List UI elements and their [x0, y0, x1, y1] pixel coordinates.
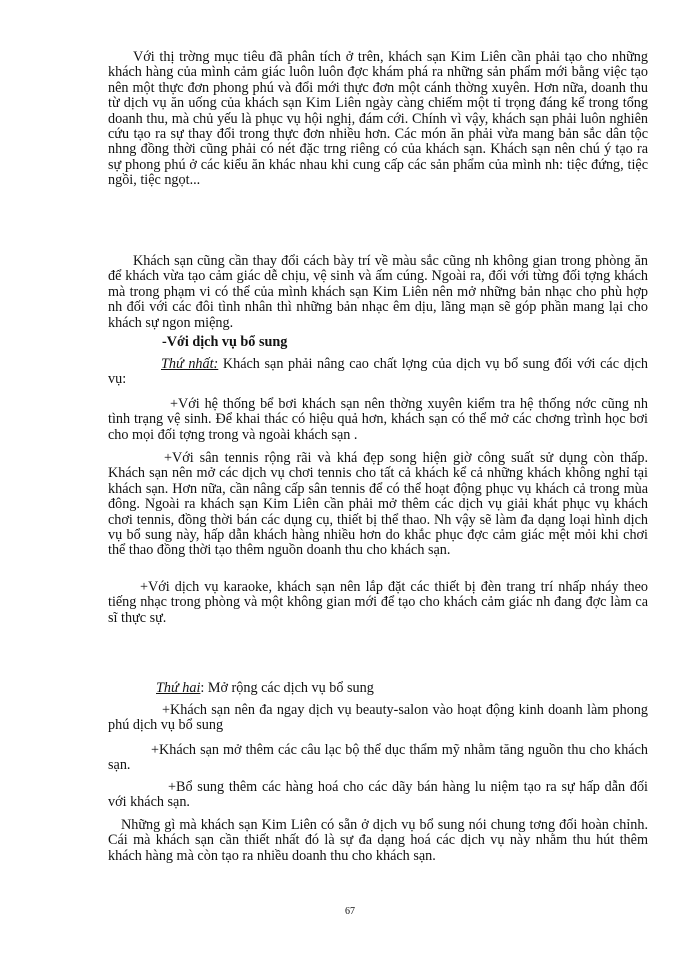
- second-text: : Mở rộng các dịch vụ bổ sung: [200, 680, 374, 696]
- page-number: 67: [345, 906, 355, 917]
- paragraph-tennis: +Với sân tennis rộng rãi và khá đẹp song hiện giờ công suất sử dụng còn thấp. Khách sạn nên mở các dịch vụ chơi tennis cho tất cả khách kể cả những khách không nghỉ tại khách sạn. Hơn nữa, cần nâng cấp sân tennis để có thể hoạt động phục vụ khách cả trong mùa đông. Ngoài ra khách sạn Kim Liên cần phải mở thêm các dịch vụ giải khát phục vụ khách chơi tennis, đồng thời bán các dụng cụ, thiết bị thể thao. Nh vậy sẽ làm đa dạng loại hình dịch vụ bổ sung này, hấp dẫn khách hàng nhiều hơn do khắc phục đợc cảm giác mệt mỏi khi chơi thể thao đồng thời tạo thêm nguồn doanh thu cho khách sạn.: [108, 450, 648, 559]
- paragraph-menu: Với thị trờng mục tiêu đã phân tích ở trên, khách sạn Kim Liên cần phải tạo cho những khách hàng của mình cảm giác luôn luôn đợc khám phá ra những sản phẩm mới bằng việc tạo nên một thực đơn phong phú và đổi mới thực đơn một cánh thờng xuyên. Hơn nữa, doanh thu từ dịch vụ ăn uống của khách sạn Kim Liên ngày càng chiếm một tỉ trọng đáng kể trong tổng doanh thu, mà chủ yếu là phục vụ hội nghị, đám cới. Chính vì vậy, khách sạn phải luôn nghiên cứu tạo ra sự thay đổi trong thực đơn nhiều hơn. Các món ăn phải vừa mang bản sắc dân tộc nhng đồng thời cũng phải có nét đặc trng riêng có của khách sạn. Khách sạn nên chú ý tạo ra sự phong phú ở các kiểu ăn khác nhau khi cung cấp các sản phẩm của mình nh: tiệc đứng, tiệc ngồi, tiệc ngọt...: [108, 49, 648, 189]
- paragraph-karaoke: +Với dịch vụ karaoke, khách sạn nên lắp đặt các thiết bị đèn trang trí nhấp nháy theo tiếng nhạc trong phòng và một không gian mới để tạo cho khách cảm giác nh đang đợc làm ca sĩ thực sự.: [108, 579, 648, 626]
- paragraph-souvenirs: +Bổ sung thêm các hàng hoá cho các dãy bán hàng lu niệm tạo ra sự hấp dẫn đối với khách sạn.: [108, 779, 648, 811]
- paragraph-pool: +Với hệ thống bể bơi khách sạn nên thờng xuyên kiểm tra hệ thống nớc cũng nh tình trạng vệ sinh. Để khai thác có hiệu quả hơn, khách sạn có thể mở các chơng trình học bơi cho mọi đối tợng trong và ngoài khách sạn .: [108, 396, 648, 443]
- first-label: Thứ nhất:: [161, 356, 219, 372]
- paragraph-second: [156, 681, 646, 696]
- paragraph-fitness-club: +Khách sạn mở thêm các câu lạc bộ thể dục thẩm mỹ nhằm tăng nguồn thu cho khách sạn.: [108, 742, 648, 774]
- paragraph-conclusion: Những gì mà khách sạn Kim Liên có sẵn ở dịch vụ bổ sung nói chung tơng đối hoàn chỉnh. Cái mà khách sạn cần thiết nhất đó là sự đa dạng hoá các dịch vụ này nhằm thu hút thêm khách hàng mà còn tạo ra nhiều doanh thu cho khách sạn.: [108, 817, 648, 864]
- paragraph-beauty-salon: +Khách sạn nên đa ngay dịch vụ beauty-salon vào hoạt động kinh doanh làm phong phú dịch vụ bổ sung: [108, 702, 648, 734]
- first-text: Khách sạn phải nâng cao chất lợng của dịch vụ bổ sung đối với các dịch vụ:: [108, 356, 649, 388]
- paragraph-dining-room: Khách sạn cũng cần thay đổi cách bày trí về màu sắc cũng nh không gian trong phòng ăn để khách vừa tạo cảm giác dễ chịu, vệ sinh và ấm cúng. Ngoài ra, đối với từng đối tợng khách mà trong phạm vi có thể của mình khách sạn Kim Liên nên mở những bản nhạc cho phù hợp nh đối với các đôi tình nhân thì những bản nhạc êm dịu, lãng mạn sẽ góp phần mang lại cho khách sự ngon miệng.: [108, 253, 648, 331]
- section-heading: -Với dịch vụ bổ sung: [162, 334, 288, 350]
- paragraph-first: [108, 357, 648, 388]
- second-label: Thứ hai: [156, 680, 201, 696]
